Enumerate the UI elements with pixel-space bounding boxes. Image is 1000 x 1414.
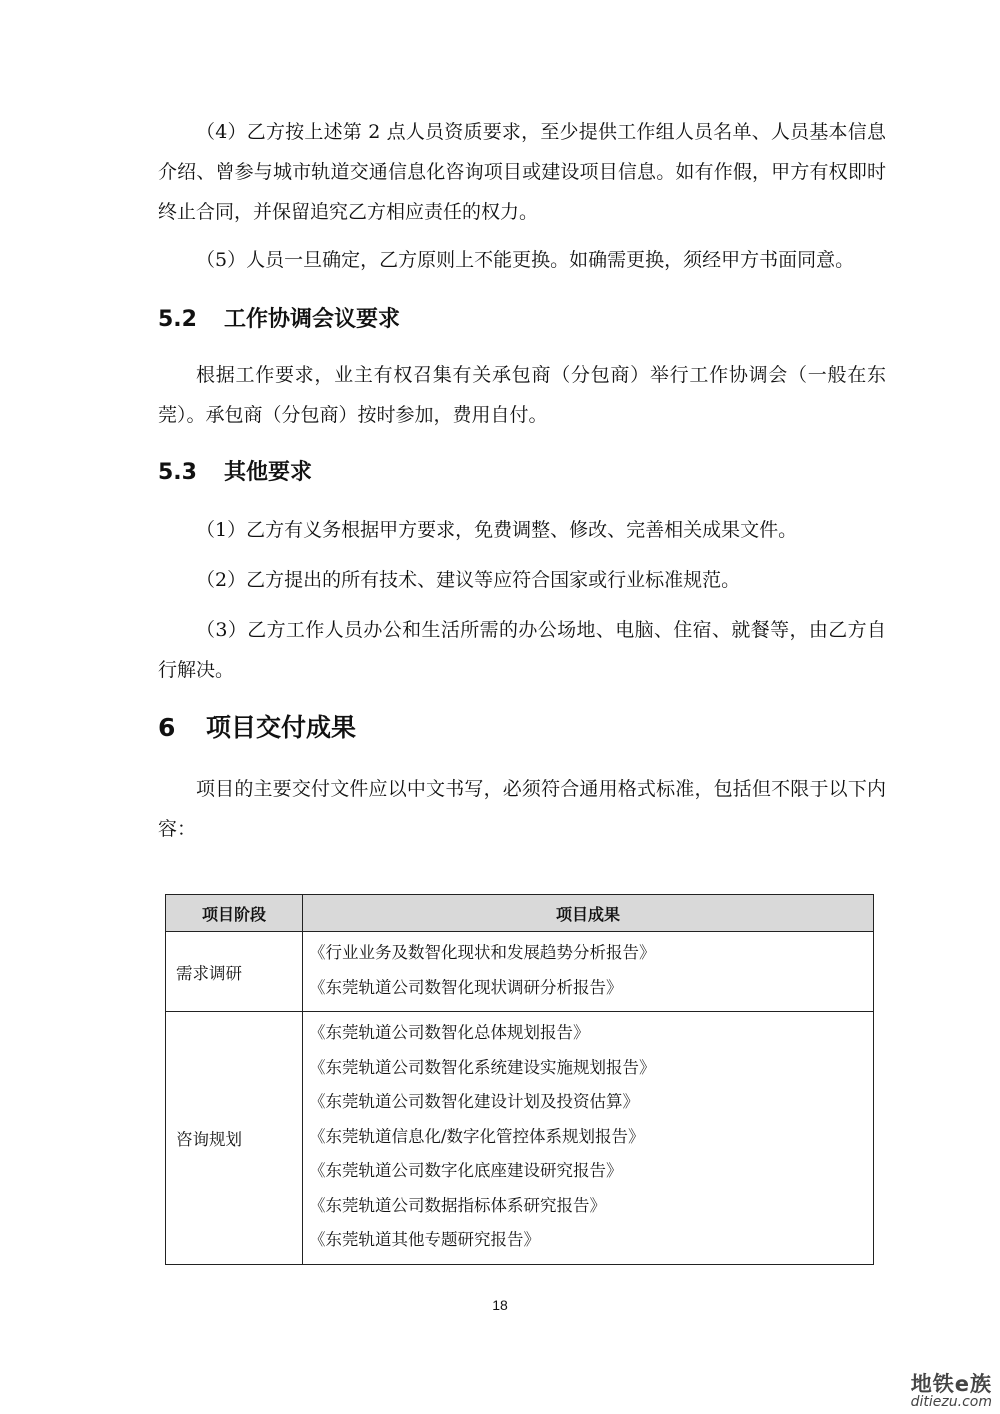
section-title: 项目交付成果 <box>206 713 357 742</box>
section-5-3-heading <box>158 455 312 486</box>
section-5-2-heading <box>158 302 400 333</box>
results-cell <box>303 932 874 1012</box>
table-row <box>166 1012 874 1265</box>
deliverable-item: 《东莞轨道公司数智化建设计划及投资估算》 <box>309 1092 639 1111</box>
deliverable-item: 《东莞轨道公司数字化底座建设研究报告》 <box>309 1161 623 1180</box>
paragraph-4: （4）乙方按上述第 2 点人员资质要求，至少提供工作组人员名单、人员基本信息介绍、曾参与城市轨道交通信息化咨询项目或建设项目信息。如有作假，甲方有权即时终止合同，并保留追究乙方相应责任的权力。 <box>158 121 886 223</box>
paragraph-5: （5）人员一旦确定，乙方原则上不能更换。如确需更换，须经甲方书面同意。 <box>196 249 855 271</box>
deliverable-item: 《东莞轨道公司数智化系统建设实施规划报告》 <box>309 1057 656 1077</box>
requirement-item: （3）乙方工作人员办公和生活所需的办公场地、电脑、住宿、就餐等，由乙方自行解决。 <box>158 619 886 681</box>
deliverable-item: 《东莞轨道公司数据指标体系研究报告》 <box>309 1195 606 1215</box>
page-number: 18 <box>492 1297 508 1313</box>
deliverables-table <box>165 894 874 1265</box>
section-6-intro: 项目的主要交付文件应以中文书写，必须符合通用格式标准，包括但不限于以下内容： <box>158 778 886 840</box>
deliverable-item: 《东莞轨道公司数智化总体规划报告》 <box>309 1023 590 1042</box>
deliverable-item: 《东莞轨道信息化/数字化管控体系规划报告》 <box>309 1126 645 1146</box>
watermark-site: ditiezu.com <box>910 1394 992 1411</box>
requirement-item: （2）乙方提出的所有技术、建议等应符合国家或行业标准规范。 <box>196 569 741 591</box>
section-title: 其他要求 <box>224 460 313 485</box>
deliverable-item: 《东莞轨道其他专题研究报告》 <box>309 1230 540 1249</box>
results-cell <box>303 1012 874 1265</box>
stage-cell: 咨询规划 <box>166 1012 303 1265</box>
watermark-title: 地铁e族 <box>910 1372 992 1397</box>
section-5-2-body: 根据工作要求，业主有权召集有关承包商（分包商）举行工作协调会（一般在东莞）。承包商（分包商）按时参加，费用自付。 <box>158 364 886 426</box>
section-number: 6 <box>158 713 176 742</box>
column-header-stage: 项目阶段 <box>166 895 303 932</box>
section-title: 工作协调会议要求 <box>224 307 401 332</box>
table-header-row <box>166 895 874 932</box>
section-number: 5.3 <box>158 460 197 485</box>
site-watermark <box>911 1373 992 1410</box>
table-row <box>166 932 874 1012</box>
requirement-item: （1）乙方有义务根据甲方要求，免费调整、修改、完善相关成果文件。 <box>196 519 798 541</box>
section-number: 5.2 <box>158 307 197 332</box>
section-6-heading <box>158 708 356 744</box>
deliverable-item: 《行业业务及数智化现状和发展趋势分析报告》 <box>309 943 656 962</box>
stage-cell: 需求调研 <box>166 932 303 1012</box>
column-header-results: 项目成果 <box>303 895 874 932</box>
deliverable-item: 《东莞轨道公司数智化现状调研分析报告》 <box>309 977 623 997</box>
